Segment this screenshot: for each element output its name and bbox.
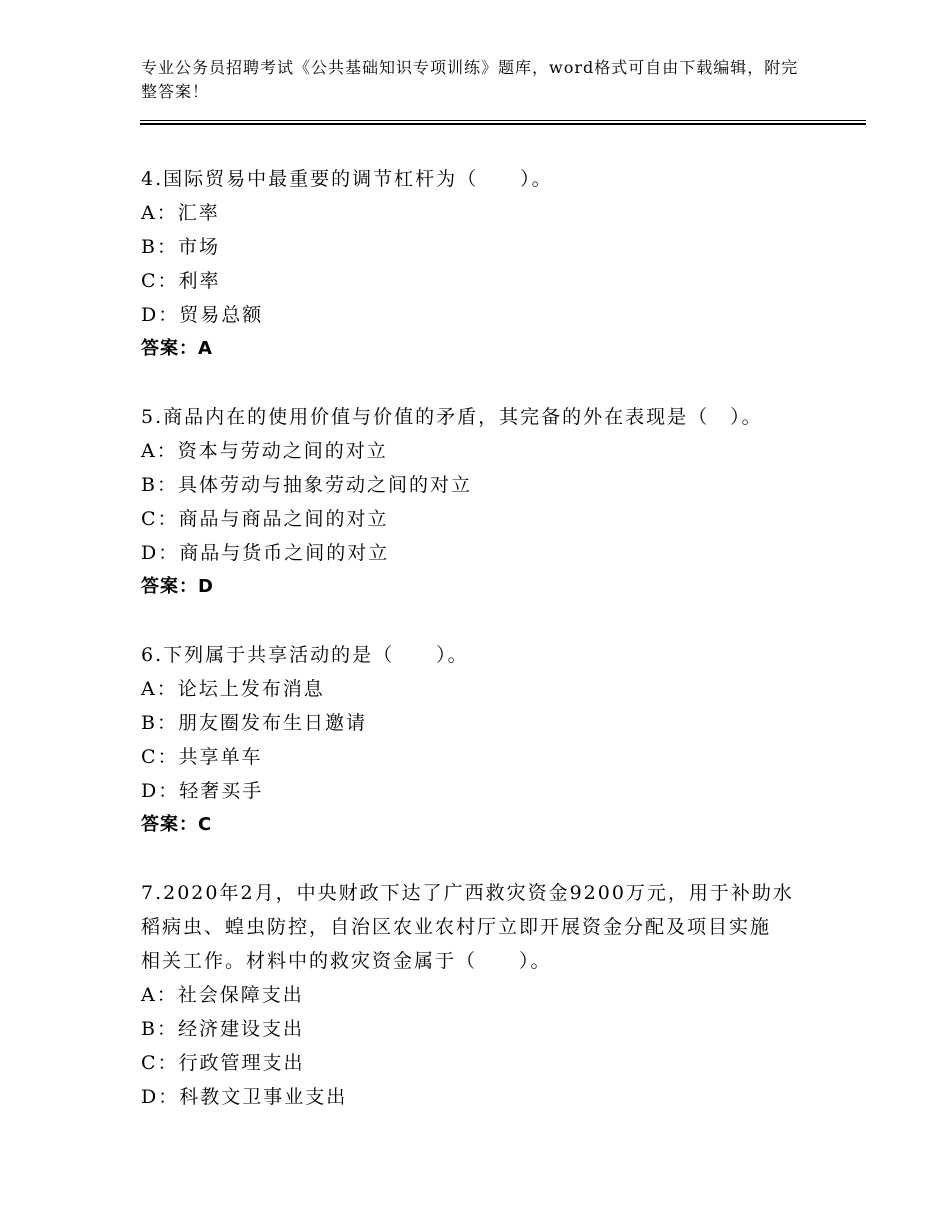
header-rule-thin [140, 120, 866, 121]
option-d: D：轻奢买手 [141, 780, 264, 802]
option-a: A：社会保障支出 [141, 984, 304, 1006]
question-6 [141, 638, 821, 842]
question-list [141, 162, 821, 1148]
option-d: D：贸易总额 [141, 304, 264, 326]
option-c: C：商品与商品之间的对立 [141, 508, 389, 530]
option-d: D：科教文卫事业支出 [141, 1086, 348, 1108]
answer-label: 答案：C [141, 814, 213, 835]
option-b: B：市场 [141, 236, 220, 258]
question-5 [141, 400, 821, 604]
question-stem: 4.国际贸易中最重要的调节杠杆为（ ）。 [141, 168, 553, 190]
answer-label: 答案：D [141, 576, 214, 597]
question-7 [141, 876, 821, 1114]
document-header: 专业公务员招聘考试《公共基础知识专项训练》题库，word格式可自由下载编辑，附完整答案！ [141, 58, 799, 101]
option-a: A：资本与劳动之间的对立 [141, 440, 388, 462]
option-c: C：利率 [141, 270, 221, 292]
option-c: C：行政管理支出 [141, 1052, 305, 1074]
option-b: B：经济建设支出 [141, 1018, 304, 1040]
option-b: B：具体劳动与抽象劳动之间的对立 [141, 474, 472, 496]
option-d: D：商品与货币之间的对立 [141, 542, 390, 564]
option-b: B：朋友圈发布生日邀请 [141, 712, 367, 734]
question-stem-line-2: 稻病虫、蝗虫防控，自治区农业农村厅立即开展资金分配及项目实施 [141, 916, 772, 938]
question-stem: 6.下列属于共享活动的是（ ）。 [141, 644, 469, 666]
header-rule-thick [140, 123, 866, 125]
option-a: A：汇率 [141, 202, 220, 224]
question-4 [141, 162, 821, 366]
question-stem: 5.商品内在的使用价值与价值的矛盾，其完备的外在表现是（ ）。 [141, 406, 763, 428]
option-c: C：共享单车 [141, 746, 263, 768]
question-stem-line-3: 相关工作。材料中的救灾资金属于（ ）。 [141, 950, 552, 972]
answer-label: 答案：A [141, 338, 213, 359]
option-a: A：论坛上发布消息 [141, 678, 325, 700]
question-stem-line-1: 7.2020年2月，中央财政下达了广西救灾资金9200万元，用于补助水 [141, 882, 794, 904]
